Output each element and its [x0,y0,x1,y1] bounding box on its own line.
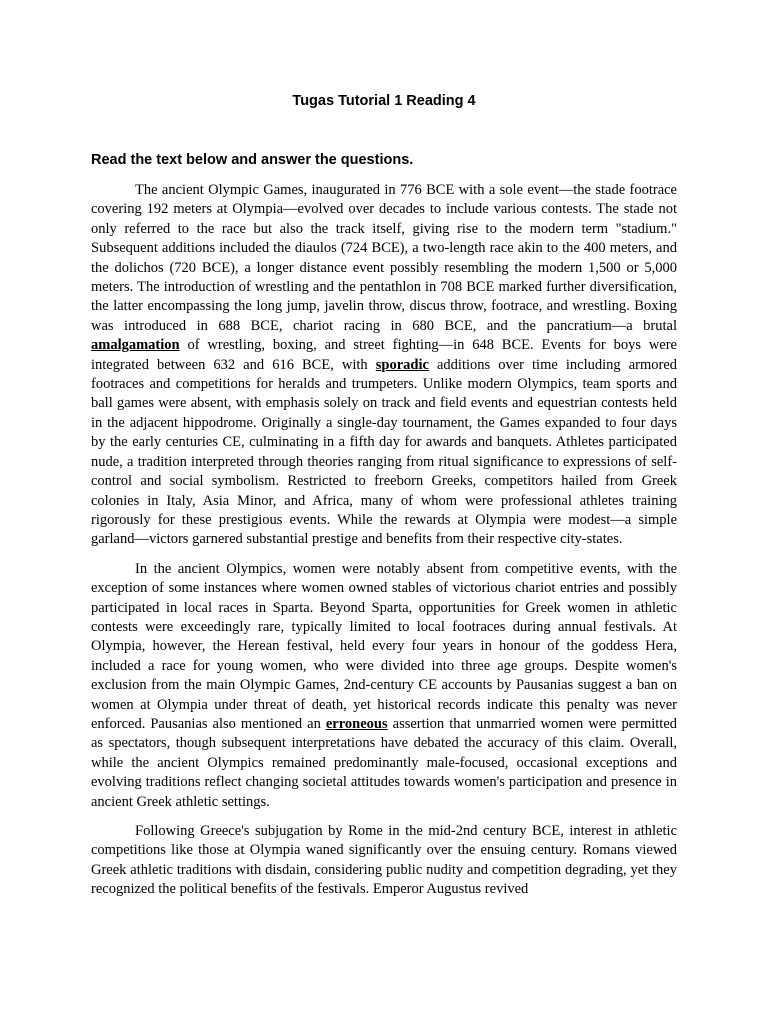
reading-passage [91,181,677,910]
vocab-word-amalgamation: amalgamation [91,337,180,354]
paragraph-1-text-b: of wrestling, boxing, and street fighting—in 648 BCE. Events for boys were integrated between 632 and 616 BCE, with [91,337,677,373]
document-title: Tugas Tutorial 1 Reading 4 [292,93,476,109]
paragraph-1-text-c: additions over time including armored footraces and competitions for heralds and trumpeters. Unlike modern Olympics, team sports and ball games were absent, with emphasis solely on track and field events and equestrian contests held in the adjacent hippodrome. Originally a single-day tournament, the Games expanded to four days by the early centuries CE, culminating in a fifth day for awards and banquets. Athletes participated nude, a tradition interpreted through theories ranging from ritual significance to expressions of self-control and social symbolism. Restricted to freeborn Greeks, competitors hailed from Greek colonies in Italy, Asia Minor, and Africa, many of whom were professional athletes training rigorously for these prestigious events. While the rewards at Olympia were modest—a simple garland—victors garnered substantial prestige and benefits from their respective city-states. [91,356,678,548]
paragraph-2-text-b: assertion that unmarried women were permitted as spectators, though subsequent interpretations have debated the accuracy of this claim. Overall, while the ancient Olympics remained predominantly male-focused, occasional exceptions and evolving traditions reflect changing societal attitudes towards women's participation and presence in ancient Greek athletic settings. [91,715,678,810]
instruction-heading: Read the text below and answer the questions. [91,152,414,168]
vocab-word-erroneous: erroneous [325,715,388,732]
paragraph-1 [91,181,677,550]
paragraph-2 [91,560,677,812]
paragraph-3 [91,822,677,900]
paragraph-1-text-a: The ancient Olympic Games, inaugurated in 776 BCE with a sole event—the stade footrace covering 192 meters at Olympia—evolved over decades to include various contests. The stade not only referred to the race but also the track itself, giving rise to the modern term "stadium." Subsequent additions included the diaulos (724 BCE), a two-length race akin to the 400 meters, and the dolichos (720 BCE), a longer distance event possibly resembling the modern 1,500 or 5,000 meters. The introduction of wrestling and the pentathlon in 708 BCE marked further diversification, the latter encompassing the long jump, javelin throw, discus throw, footrace, and wrestling. Boxing was introduced in 688 BCE, chariot racing in 680 BCE, and the pancratium—a brutal [91,182,677,334]
paragraph-3-text: Following Greece's subjugation by Rome in the mid-2nd century BCE, interest in athletic competitions like those at Olympia waned significantly over the ensuing century. Romans viewed Greek athletic traditions with disdain, considering public nudity and competition degrading, yet they recognized the political benefits of the festivals. Emperor Augustus revived [91,823,677,898]
paragraph-2-text-a: In the ancient Olympics, women were notably absent from competitive events, with the exception of some instances where women owned stables of victorious chariot entries and possibly participated in local races in Sparta. Beyond Sparta, opportunities for Greek women in athletic contests were exceedingly rare, typically limited to local footraces during annual festivals. At Olympia, however, the Herean festival, held every four years in honour of the goddess Hera, included a race for young women, who were divided into three age groups. Despite women's exclusion from the main Olympic Games, 2nd-century CE accounts by Pausanias suggest a ban on women at Olympia under threat of death, yet historical records indicate this penalty was never enforced. Pausanias also mentioned an [91,560,677,732]
vocab-word-sporadic: sporadic [375,356,429,373]
